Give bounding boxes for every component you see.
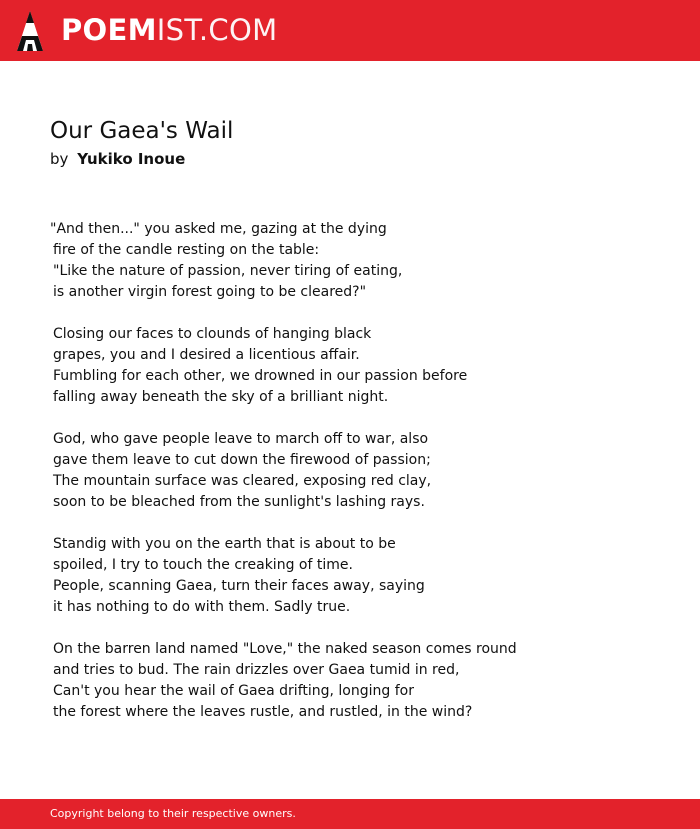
poem-line: "Like the nature of passion, never tiring of eating, xyxy=(53,263,403,279)
poem-body xyxy=(50,219,670,744)
poem-line: Can't you hear the wail of Gaea drifting, longing for xyxy=(53,683,414,699)
poem-line: On the barren land named "Love," the naked season comes round xyxy=(53,641,517,657)
poem-line: soon to be bleached from the sunlight's lashing rays. xyxy=(53,494,425,510)
site-logo[interactable] xyxy=(61,12,277,48)
poem-line: the forest where the leaves rustle, and rustled, in the wind? xyxy=(53,704,473,720)
poem-line: is another virgin forest going to be cleared?" xyxy=(53,284,367,300)
site-footer xyxy=(0,799,700,829)
poem-line: The mountain surface was cleared, exposing red clay, xyxy=(53,473,432,489)
poem-line: falling away beneath the sky of a brilliant night. xyxy=(53,389,389,405)
site-header xyxy=(0,0,700,61)
poem-line: Fumbling for each other, we drowned in our passion before xyxy=(53,368,468,384)
stanza xyxy=(50,429,670,513)
poem-title: Our Gaea's Wail xyxy=(50,118,234,144)
poem-line: "And then..." you asked me, gazing at the dying xyxy=(50,221,387,237)
poem-line: People, scanning Gaea, turn their faces away, saying xyxy=(53,578,425,594)
poem-line: fire of the candle resting on the table: xyxy=(53,242,320,258)
logo-text-light: IST.COM xyxy=(156,13,278,47)
by-label: by xyxy=(50,150,69,168)
logo-text-bold: POEM xyxy=(61,13,157,47)
poem-line: it has nothing to do with them. Sadly true. xyxy=(53,599,351,615)
author-name: Yukiko Inoue xyxy=(77,150,186,168)
copyright-text: Copyright belong to their respective owners. xyxy=(50,807,296,820)
poem-line: God, who gave people leave to march off to war, also xyxy=(53,431,429,447)
poem-line: and tries to bud. The rain drizzles over Gaea tumid in red, xyxy=(53,662,460,678)
stanza xyxy=(50,324,670,408)
stanza xyxy=(50,534,670,618)
byline xyxy=(50,148,185,170)
poem-line: spoiled, I try to touch the creaking of time. xyxy=(53,557,353,573)
stanza xyxy=(50,639,670,723)
poem-line: Closing our faces to clounds of hanging black xyxy=(53,326,372,342)
pencil-tip-icon xyxy=(16,10,44,52)
poem-line: grapes, you and I desired a licentious affair. xyxy=(53,347,360,363)
poem-line: gave them leave to cut down the firewood of passion; xyxy=(53,452,431,468)
poem-line: Standig with you on the earth that is about to be xyxy=(53,536,396,552)
stanza xyxy=(50,219,670,303)
